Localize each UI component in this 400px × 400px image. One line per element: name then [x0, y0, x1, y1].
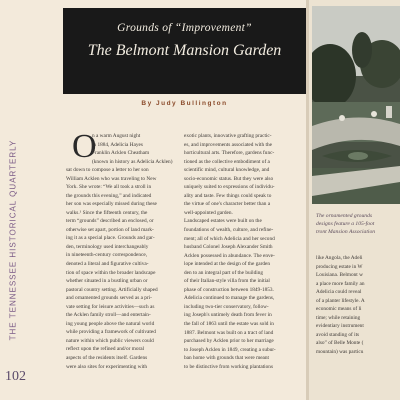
text-line: husband Colonel Joseph Alexander Smith: [184, 244, 273, 251]
text-line: purchased by Acklen prior to her marriage: [184, 338, 274, 345]
title-banner: [63, 8, 306, 94]
text-line: producing estate in W: [316, 263, 363, 270]
garden-photograph: [312, 6, 400, 204]
text-line: Landscaped estates were built on the: [184, 218, 262, 225]
page-number: 102: [5, 369, 26, 384]
column-2: [184, 132, 302, 371]
text-line: while providing a framework of cultivated: [66, 329, 156, 336]
text-line: ban home with grounds that were meant: [184, 355, 270, 362]
text-line: exotic plants, innovative grafting practic-: [184, 133, 272, 139]
caption-line: designs feature a 105-foot: [316, 221, 375, 228]
text-line: sat down to compose a letter to her son: [66, 167, 149, 173]
caption-line: The ornamented grounds: [316, 213, 373, 219]
text-line: es, and improvements associated with the: [184, 141, 272, 148]
text-line: ing Joseph's untimely death from fever in: [184, 312, 272, 319]
text-line: in 1884, Adelicia Hayes: [92, 141, 143, 148]
text-line: the Acklen family stroll—and entertain-: [66, 312, 151, 319]
text-line: in nineteenth-century correspondence,: [66, 252, 148, 259]
text-line: ality and taste. Few things could speak to: [184, 192, 272, 199]
text-line: mountain) was particu: [316, 349, 364, 356]
text-line: ment; all of which Adelicia and her second: [184, 235, 275, 242]
article-kicker: Grounds of “Improvement”: [117, 22, 252, 34]
text-line: tioned as the collective embodiment of a: [184, 158, 270, 165]
text-line: to be distinctive from working plantations: [184, 363, 274, 370]
column-1: [66, 166, 178, 371]
column-1-intro: [92, 132, 178, 166]
text-line: n a warm August night: [92, 133, 141, 139]
text-line: (known in history as Adelicia Acklen): [92, 158, 173, 165]
text-line: time; while retaining: [316, 314, 361, 321]
text-line: well-appointed garden.: [184, 209, 233, 216]
garden-photo-illustration: [312, 6, 400, 204]
text-line: reflect upon the refined and/or moral: [66, 346, 145, 353]
text-line: otherwise set apart, portion of land mark-: [66, 226, 154, 233]
photo-caption: [316, 212, 400, 237]
text-line: a place more family an: [316, 280, 365, 287]
right-page-text: [316, 254, 400, 357]
text-line: den to an integral part of the building: [184, 269, 263, 276]
text-line: 1887. Belmont was built on a tract of land: [184, 329, 274, 336]
text-line: den, terminology used interchangeably: [66, 243, 149, 250]
text-line: to Joseph Acklen in 1849, creating a subur-: [184, 346, 276, 353]
text-line: whether situated in a bustling urban or: [66, 278, 148, 285]
text-line: evidentiary instrument: [316, 323, 364, 330]
text-line: pastoral country setting. Artificially shaped: [66, 286, 158, 293]
text-line: uniquely suited to expressions of individu-: [184, 184, 275, 191]
text-line: aspects of the residents itself. Gardens: [66, 355, 148, 362]
article-byline: By Judy Bullington: [141, 100, 228, 107]
text-line: like Angola, the Adeli: [316, 255, 363, 261]
text-line: the virtue of one's character better than a: [184, 201, 271, 208]
text-line: vate setting for leisure activities—such as: [66, 303, 155, 310]
text-line: phase of construction between 1849-1853.: [184, 286, 274, 293]
text-line: nature within which public viewers could: [66, 337, 154, 344]
text-line: William Acklen who was traveling to New: [66, 175, 157, 182]
text-line: including two-tier conservatory, follow-: [184, 303, 269, 310]
text-line: tion of space within the broader landscape: [66, 269, 156, 276]
text-line: the fall of 1863 until the estate was sold in: [184, 321, 274, 328]
text-line: her son was especially missed during these: [66, 201, 157, 208]
text-line: were also sites for experimenting with: [66, 363, 148, 370]
text-line: Louisiana. Belmont w: [316, 272, 363, 279]
text-line: ing young people above the natural world: [66, 320, 155, 327]
text-line: economic means of li: [316, 306, 362, 313]
text-line: socio-economic status. But they were also: [184, 175, 274, 182]
text-line: of a planter lifestyle. A: [316, 297, 365, 304]
text-line: foundations of wealth, culture, and refine-: [184, 227, 274, 234]
article-title: The Belmont Mansion Garden: [87, 42, 282, 59]
text-line: ing it as a special place. Grounds and gar-: [66, 235, 155, 242]
drop-cap: O: [72, 128, 97, 165]
text-line: Franklin Acklen Cheatham: [92, 150, 150, 157]
text-line: and ornamented grounds served as a pri-: [66, 295, 152, 302]
text-line: Adelicia continued to manage the gardens,: [184, 295, 275, 302]
journal-name: THE TENNESSEE HISTORICAL QUARTERLY: [8, 139, 18, 341]
text-line: walks.¹ Since the fifteenth century, the: [66, 209, 148, 216]
text-line: denoted a literal and figurative cultiva-: [66, 261, 149, 268]
journal-name-vertical: [6, 120, 20, 360]
text-line: also” of Belle Monte (: [316, 340, 364, 347]
text-line: scientific mind, cultural knowledge, and: [184, 167, 270, 174]
text-line: avoid standing of its: [316, 331, 360, 338]
text-line: Acklen possessed in abundance. The enve-: [184, 252, 275, 259]
text-line: York. She wrote: “We all took a stroll in: [66, 184, 152, 191]
text-line: horticultural arts. Therefore, gardens func-: [184, 150, 275, 157]
text-line: Adelicia could reveal: [316, 289, 362, 296]
text-line: of their Italian-style villa from the initial: [184, 278, 270, 285]
text-line: term “grounds” described an enclosed, or: [66, 218, 154, 225]
text-line: lope intended at the design of the garden: [184, 261, 271, 268]
text-line: the grounds this evening,” and indicated: [66, 192, 152, 199]
caption-line: tront Mansion Association: [316, 229, 376, 236]
